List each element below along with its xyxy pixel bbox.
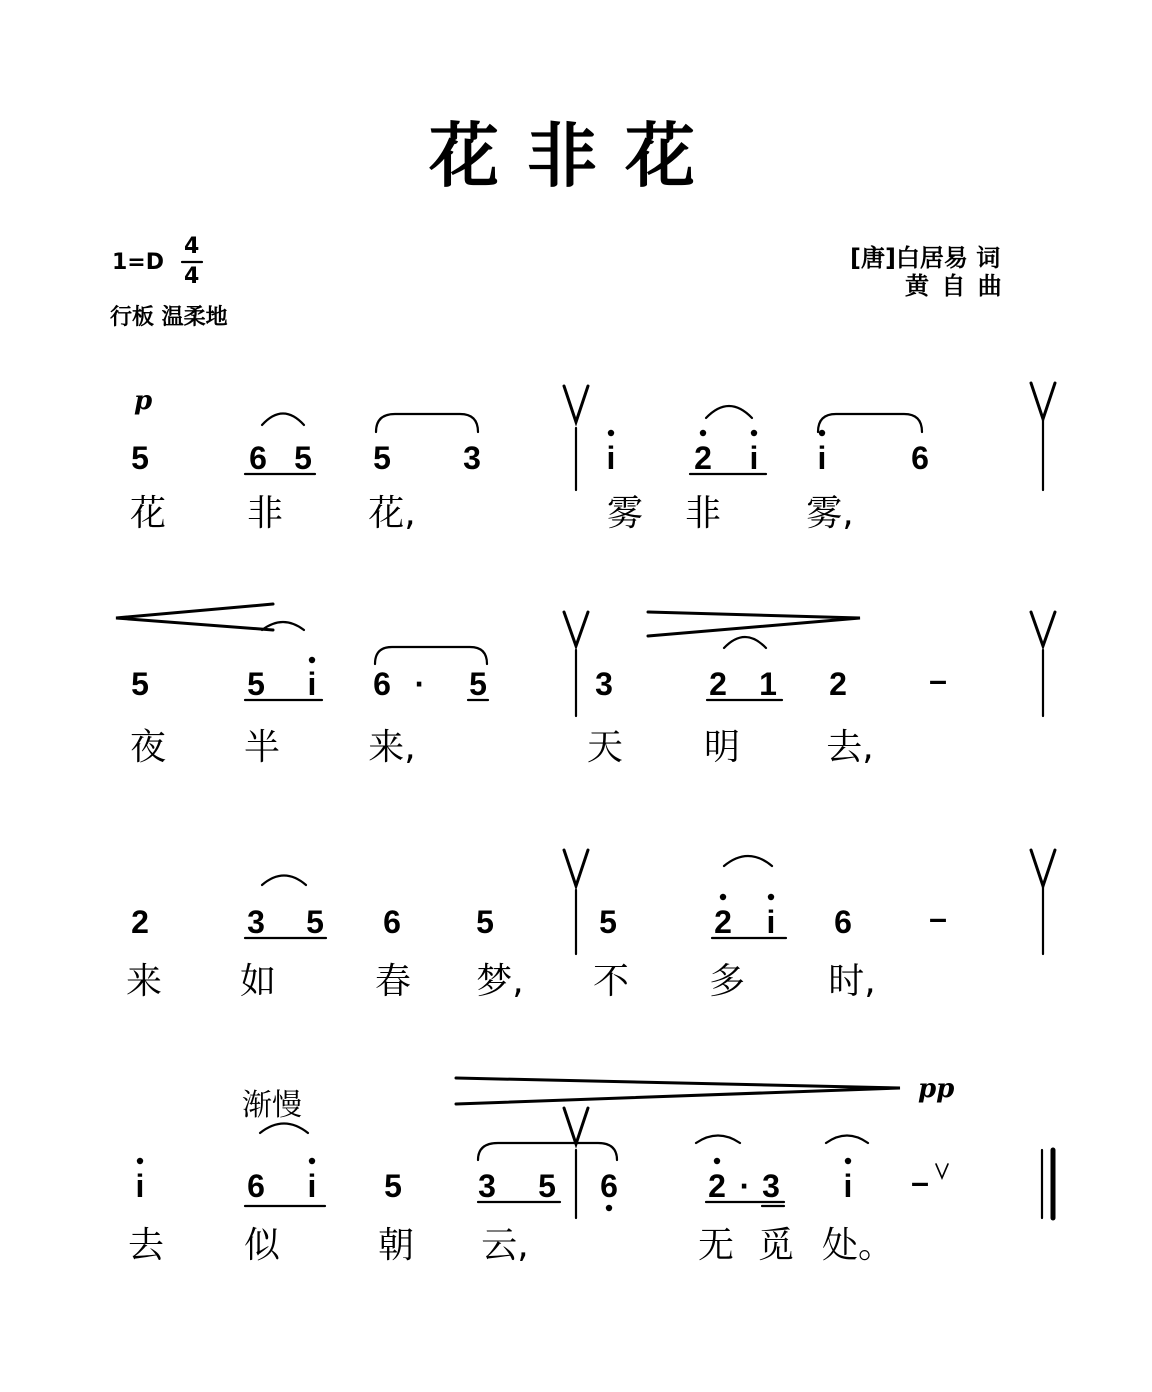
ritardando-marking: 渐慢 xyxy=(242,1088,302,1123)
octave-dot xyxy=(608,430,614,436)
note: 3 xyxy=(247,904,265,940)
octave-dot xyxy=(720,894,726,900)
slur xyxy=(376,414,478,432)
note: 5 xyxy=(131,666,149,702)
dynamic-piano: p xyxy=(134,386,153,416)
lyric: 雾, xyxy=(806,493,854,534)
note: 6 xyxy=(834,904,852,940)
note: 2 xyxy=(709,666,727,702)
octave-dot xyxy=(700,430,706,436)
note: 5 xyxy=(294,440,312,476)
breath-mark xyxy=(1031,850,1055,886)
slur xyxy=(478,1143,617,1160)
breath-mark xyxy=(564,386,588,422)
slur xyxy=(724,856,772,866)
lyric: 去 xyxy=(127,1225,165,1266)
low-octave-dot xyxy=(606,1205,612,1211)
lyric: 天 xyxy=(586,727,624,768)
note: 5 xyxy=(538,1168,556,1204)
lyric: 来 xyxy=(125,961,163,1002)
slur xyxy=(818,414,922,432)
octave-dot xyxy=(751,430,757,436)
note: 5 xyxy=(599,904,617,940)
lyric: 去, xyxy=(826,727,874,768)
note: i xyxy=(766,904,776,940)
note: 1 xyxy=(759,666,777,702)
lyric: 云, xyxy=(481,1225,529,1266)
octave-dot xyxy=(845,1158,851,1164)
breath-mark xyxy=(1031,612,1055,646)
slur xyxy=(724,637,766,648)
note: i xyxy=(843,1168,853,1204)
lyric: 多 xyxy=(708,961,746,1002)
note: i xyxy=(307,666,317,702)
octave-dot xyxy=(768,894,774,900)
note: 5 xyxy=(476,904,494,940)
note: 5 xyxy=(384,1168,402,1204)
note: 6 xyxy=(249,440,267,476)
note: 2 xyxy=(131,904,149,940)
lyric: 处。 xyxy=(821,1225,895,1266)
breath-mark xyxy=(564,850,588,886)
breath-mark-small xyxy=(936,1164,948,1178)
dash: – xyxy=(929,662,947,698)
key-signature: 1=D xyxy=(112,250,165,275)
slur xyxy=(696,1136,740,1144)
note: 5 xyxy=(131,440,149,476)
note: i xyxy=(749,440,759,476)
note: 5 xyxy=(247,666,265,702)
lyric: 非 xyxy=(684,493,722,534)
dynamic-pianissimo: pp xyxy=(918,1074,955,1104)
tempo-marking: 行板 温柔地 xyxy=(110,305,228,330)
note: 5 xyxy=(469,666,487,702)
decrescendo-hairpin xyxy=(648,612,860,636)
note: 3 xyxy=(595,666,613,702)
note: 2 xyxy=(829,666,847,702)
note: i xyxy=(307,1168,317,1204)
slur xyxy=(706,406,752,418)
time-signature-numerator: 4 xyxy=(184,234,200,259)
note: 2 xyxy=(708,1168,726,1204)
lyric: 夜 xyxy=(129,727,167,768)
note: 6 xyxy=(373,666,391,702)
note: 5 xyxy=(306,904,324,940)
note: 6 xyxy=(911,440,929,476)
lyric: 春 xyxy=(374,961,412,1002)
note: 3 xyxy=(478,1168,496,1204)
crescendo-hairpin xyxy=(116,604,273,630)
octave-dot xyxy=(714,1158,720,1164)
note: i xyxy=(135,1168,145,1204)
slur xyxy=(262,414,304,426)
lyric: 来, xyxy=(368,727,416,768)
octave-dot xyxy=(309,1158,315,1164)
lyricist-credit: [唐]白居易 词 xyxy=(850,244,1001,272)
lyric: 时, xyxy=(828,961,876,1002)
time-signature-denominator: 4 xyxy=(184,264,200,289)
lyric: 如 xyxy=(239,961,277,1002)
octave-dot xyxy=(137,1158,143,1164)
dash: – xyxy=(911,1164,929,1200)
breath-mark xyxy=(564,1108,588,1144)
composer-credit: 黄 自 曲 xyxy=(905,272,1004,300)
dash: – xyxy=(929,900,947,936)
octave-dot xyxy=(819,430,825,436)
lyric: 无 xyxy=(697,1225,735,1266)
lyric: 雾 xyxy=(606,493,644,534)
note-dot: · xyxy=(739,1168,751,1204)
lyric: 明 xyxy=(703,727,741,768)
breath-mark xyxy=(564,612,588,646)
slur xyxy=(262,876,306,886)
note: 6 xyxy=(600,1168,618,1204)
page-title: 花非花 xyxy=(429,115,723,197)
lyric: 非 xyxy=(246,493,284,534)
lyric: 花, xyxy=(368,493,416,534)
note: 3 xyxy=(463,440,481,476)
lyric: 梦, xyxy=(476,961,524,1002)
note: 2 xyxy=(714,904,732,940)
note: 3 xyxy=(762,1168,780,1204)
breath-mark xyxy=(1031,383,1055,419)
lyric: 花 xyxy=(129,493,167,534)
note-dot: · xyxy=(414,666,426,702)
slur xyxy=(826,1136,868,1144)
lyric: 似 xyxy=(243,1225,281,1266)
note: 2 xyxy=(694,440,712,476)
lyric: 不 xyxy=(592,961,630,1002)
slur xyxy=(375,647,487,664)
octave-dot xyxy=(309,657,315,663)
slur xyxy=(260,1124,308,1134)
lyric: 朝 xyxy=(377,1225,415,1266)
note: 6 xyxy=(247,1168,265,1204)
decrescendo-hairpin xyxy=(456,1078,900,1104)
note: i xyxy=(817,440,827,476)
note: 6 xyxy=(383,904,401,940)
note: i xyxy=(606,440,616,476)
lyric: 半 xyxy=(243,727,281,768)
note: 5 xyxy=(373,440,391,476)
lyric: 觅 xyxy=(757,1225,795,1266)
